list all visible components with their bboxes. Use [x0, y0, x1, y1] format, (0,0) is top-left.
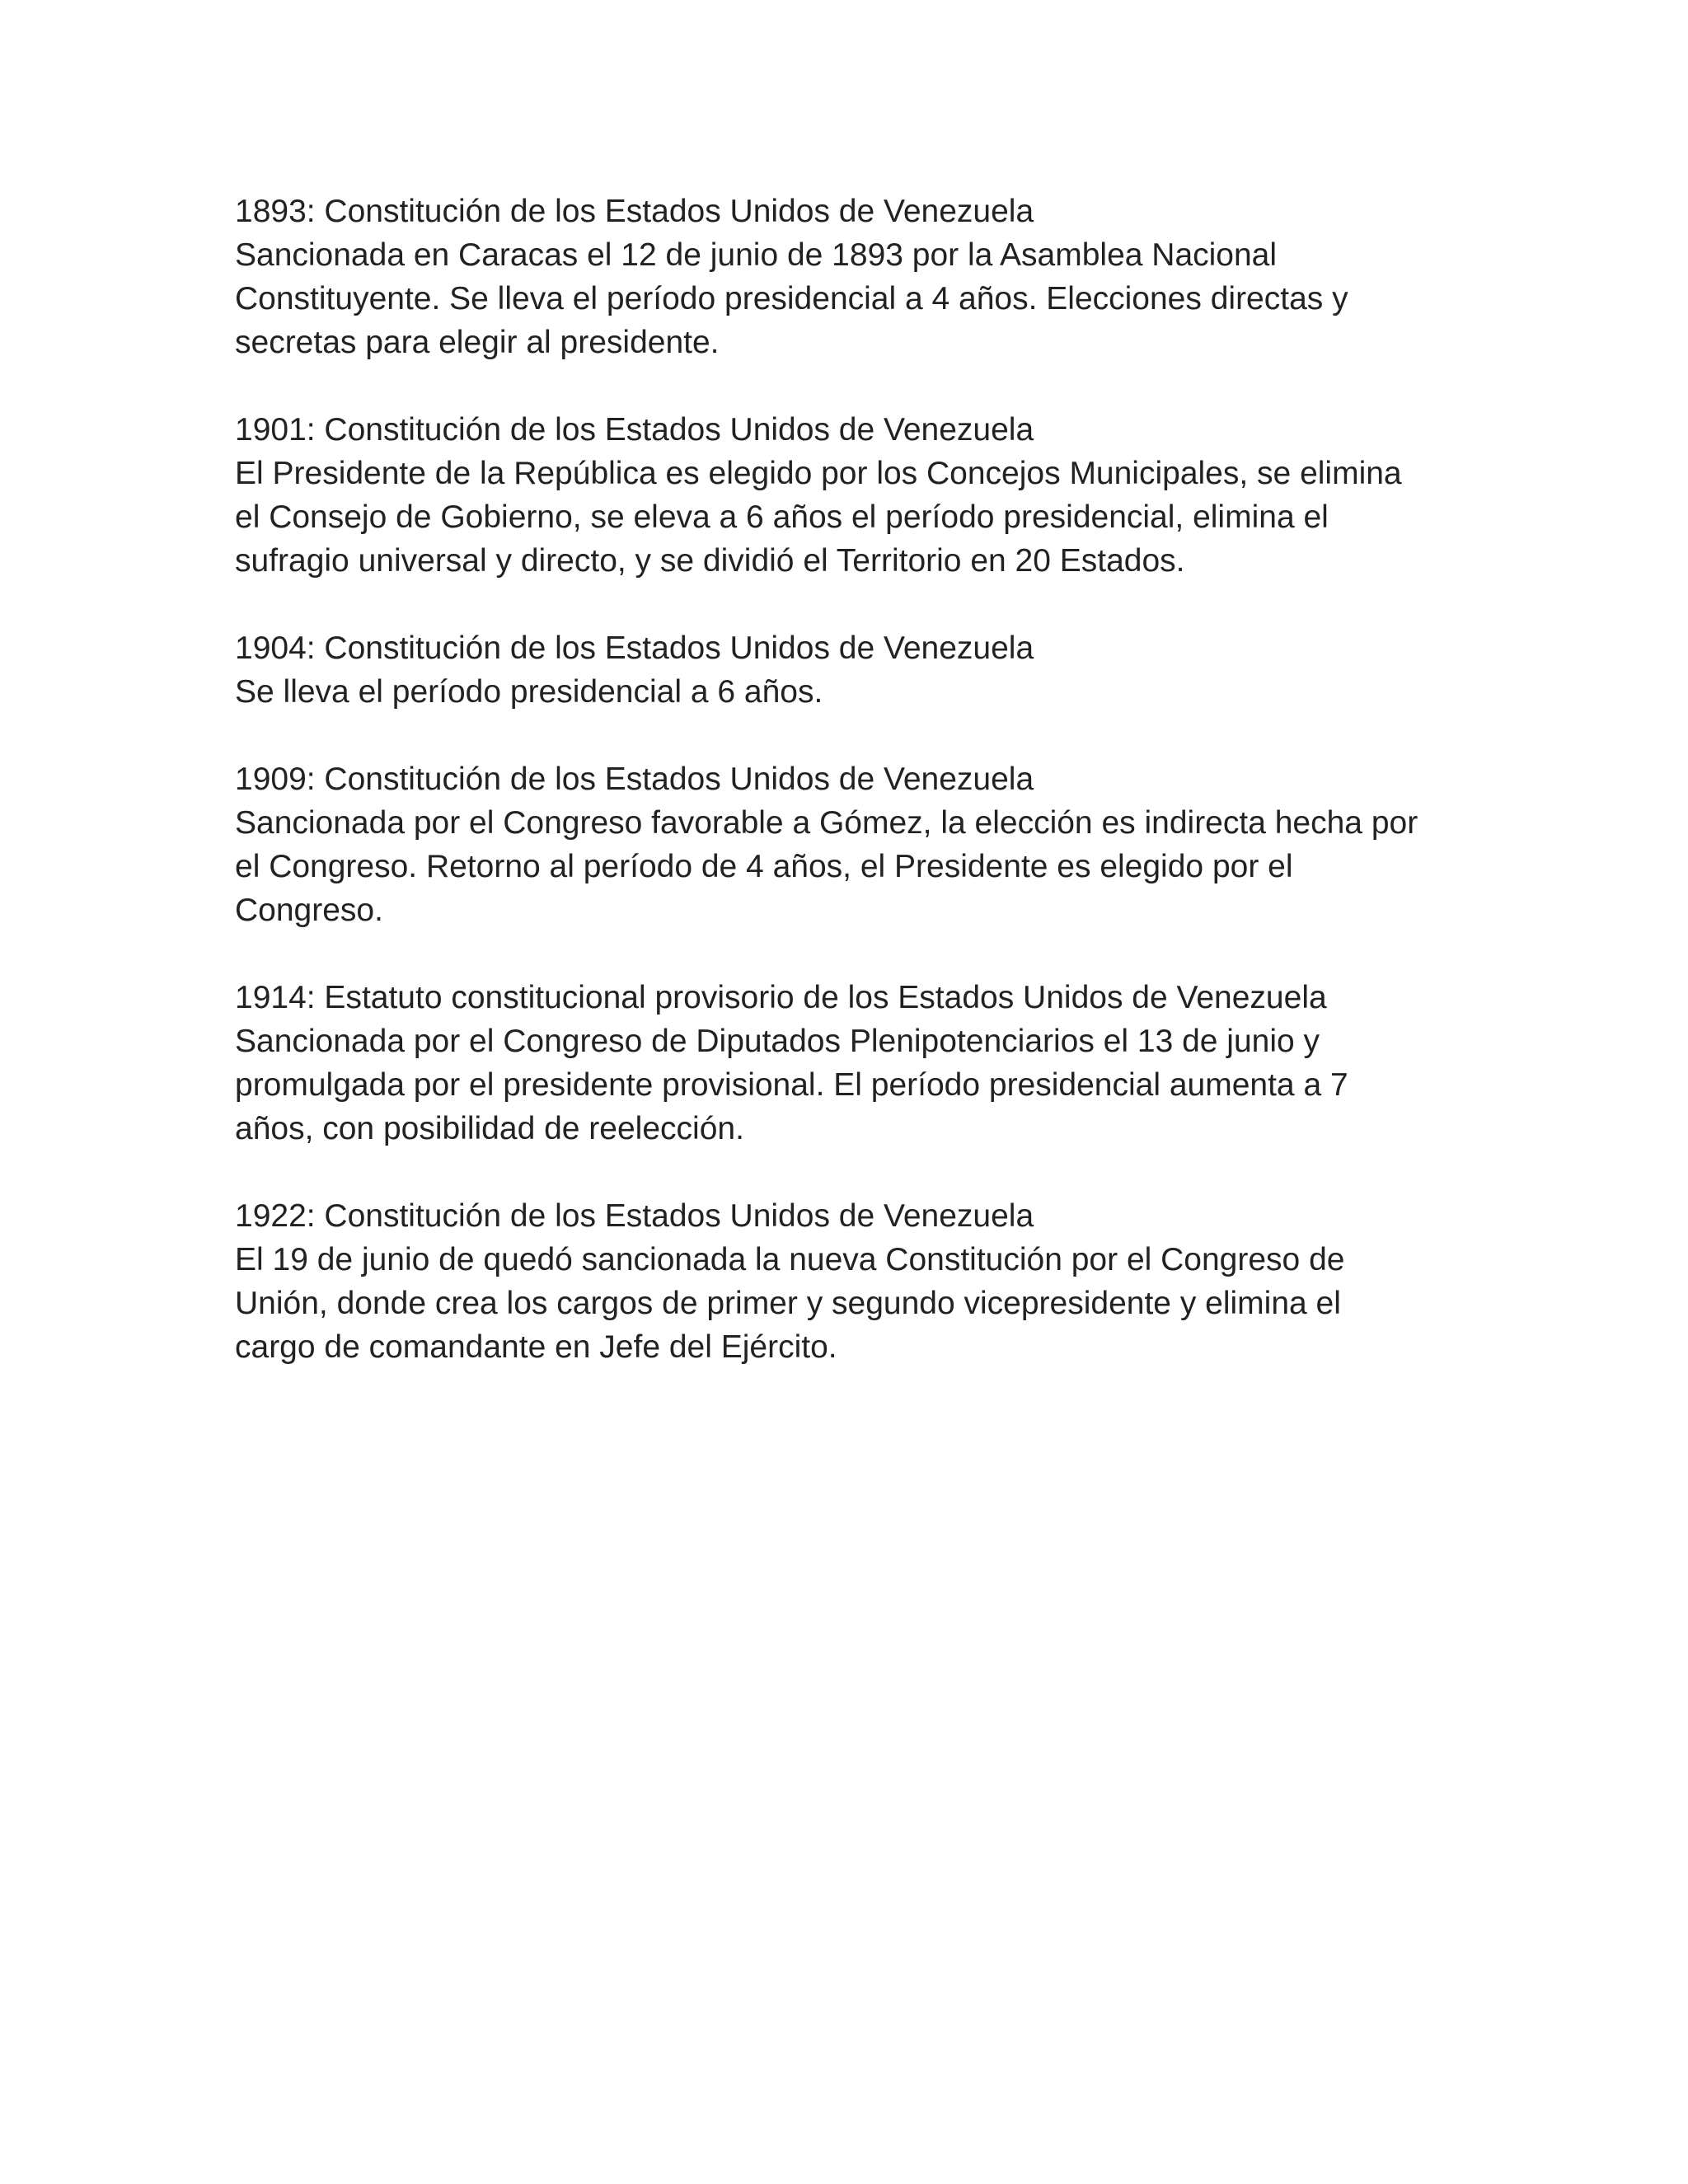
entry-1904: [235, 626, 1471, 714]
entry-line: secretas para elegir al presidente.: [235, 325, 720, 360]
entry-1914: [235, 976, 1471, 1151]
entry-line: promulgada por el presidente provisional. El período presidencial aumenta a 7: [235, 1067, 1348, 1103]
entry-line: Sancionada por el Congreso favorable a Gómez, la elección es indirecta hecha por: [235, 805, 1418, 841]
entry-title: 1901: Constitución de los Estados Unidos de Venezuela: [235, 412, 1034, 448]
entry-line: Unión, donde crea los cargos de primer y segundo vicepresidente y elimina el: [235, 1286, 1341, 1321]
entry-line: El 19 de junio de quedó sancionada la nueva Constitución por el Congreso de: [235, 1242, 1345, 1277]
document-body: [235, 190, 1471, 1413]
entry-title: 1914: Estatuto constitucional provisorio de los Estados Unidos de Venezuela: [235, 980, 1327, 1015]
entry-title: 1922: Constitución de los Estados Unidos de Venezuela: [235, 1198, 1034, 1234]
entry-1922: [235, 1194, 1471, 1369]
entry-line: cargo de comandante en Jefe del Ejército.: [235, 1329, 837, 1365]
entry-title: 1909: Constitución de los Estados Unidos de Venezuela: [235, 762, 1034, 797]
entry-line: el Consejo de Gobierno, se eleva a 6 años el período presidencial, elimina el: [235, 499, 1329, 535]
entry-1909: [235, 757, 1471, 932]
entry-title: 1893: Constitución de los Estados Unidos de Venezuela: [235, 194, 1034, 229]
entry-line: Congreso.: [235, 893, 383, 928]
entry-line: sufragio universal y directo, y se dividió el Territorio en 20 Estados.: [235, 543, 1185, 579]
entry-line: Constituyente. Se lleva el período presidencial a 4 años. Elecciones directas y: [235, 281, 1348, 316]
entry-line: Sancionada en Caracas el 12 de junio de 1893 por la Asamblea Nacional: [235, 237, 1278, 273]
entry-title: 1904: Constitución de los Estados Unidos de Venezuela: [235, 630, 1034, 666]
entry-line: años, con posibilidad de reelección.: [235, 1111, 744, 1146]
entry-line: el Congreso. Retorno al período de 4 años, el Presidente es elegido por el: [235, 849, 1293, 884]
entry-1893: [235, 190, 1471, 364]
entry-line: El Presidente de la República es elegido por los Concejos Municipales, se elimina: [235, 456, 1402, 491]
entry-line: Sancionada por el Congreso de Diputados Plenipotenciarios el 13 de junio y: [235, 1024, 1320, 1059]
entry-line: Se lleva el período presidencial a 6 años.: [235, 674, 823, 710]
entry-1901: [235, 408, 1471, 583]
